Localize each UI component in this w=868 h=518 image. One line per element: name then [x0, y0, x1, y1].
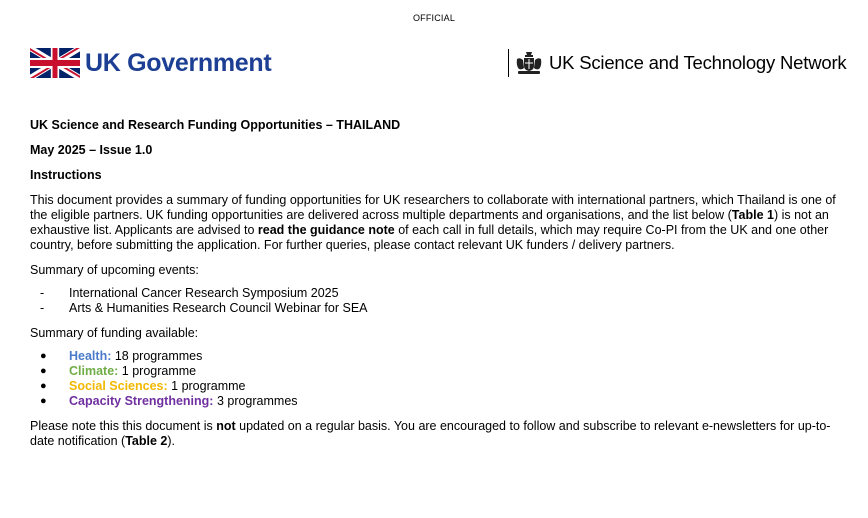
- funding-category-climate: Climate:: [69, 364, 119, 378]
- table-1-ref: Table 1: [731, 208, 774, 222]
- not-emphasis: not: [216, 419, 236, 433]
- funding-category-social-sciences: Social Sciences:: [69, 379, 168, 393]
- uk-government-logo: [30, 48, 271, 78]
- note-text-2: updated on a regular basis. You are encouraged to follow and subscribe to relevant e-newsletters for up-to-date notification (: [30, 419, 831, 448]
- event-item-text: Arts & Humanities Research Council Webinar for SEA: [69, 301, 368, 315]
- bullet-marker: ●: [40, 350, 47, 362]
- guidance-note-emphasis: read the guidance note: [257, 223, 395, 237]
- funding-category-health: Health:: [69, 349, 112, 363]
- list-item: [40, 379, 842, 394]
- list-item: [40, 394, 842, 409]
- intro-paragraph: [30, 193, 842, 253]
- note-text-1: Please note this this document is: [30, 419, 217, 433]
- funding-count: 3 programmes: [213, 394, 298, 408]
- note-paragraph: [30, 419, 842, 449]
- event-item-text: International Cancer Research Symposium 2025: [69, 286, 339, 300]
- intro-text-3: of each call in full details, which may require Co-PI from the UK and one other country, before submitting the application. For further queries, please contact relevant UK funders / delivery partners.: [30, 223, 829, 252]
- uk-stn-wordmark: UK Science and Technology Network: [549, 52, 847, 73]
- note-text-3: ).: [167, 434, 175, 448]
- dash-marker: -: [40, 301, 45, 315]
- bullet-marker: ●: [40, 365, 47, 377]
- classification-label: OFFICIAL: [412, 13, 456, 23]
- logo-divider: [508, 49, 509, 77]
- list-item: [40, 349, 842, 364]
- intro-text-2: ) is not an exhaustive list. Applicants are advised to: [30, 208, 829, 237]
- document-issue: May 2025 – Issue 1.0: [30, 143, 153, 157]
- document-title: UK Science and Research Funding Opportunities – THAILAND: [30, 118, 401, 132]
- intro-text-1: This document provides a summary of funding opportunities for UK researchers to collaborate with international partners, which Thailand is one of the eligible partners. UK funding opportunities are delivered across multiple departments and organisations, and the list below (: [30, 193, 836, 222]
- document-body: [30, 118, 842, 459]
- bullet-marker: ●: [40, 380, 47, 392]
- funding-count: 18 programmes: [111, 349, 203, 363]
- funding-count: 1 programme: [167, 379, 246, 393]
- instructions-heading: Instructions: [30, 168, 102, 182]
- funding-list: [40, 349, 842, 409]
- bullet-marker: ●: [40, 395, 47, 407]
- dash-marker: -: [40, 286, 45, 300]
- uk-stn-logo: [508, 49, 846, 77]
- uk-government-wordmark: UK Government: [85, 48, 272, 77]
- events-heading: Summary of upcoming events:: [30, 263, 199, 277]
- list-item: [40, 301, 842, 316]
- events-list: [40, 286, 842, 316]
- list-item: [40, 286, 842, 301]
- table-2-ref: Table 2: [125, 434, 168, 448]
- funding-category-capacity-strengthening: Capacity Strengthening:: [69, 394, 214, 408]
- royal-crest-icon: [515, 50, 543, 76]
- union-flag-icon: [30, 48, 80, 78]
- funding-heading: Summary of funding available:: [30, 326, 199, 340]
- list-item: [40, 364, 842, 379]
- funding-count: 1 programme: [118, 364, 197, 378]
